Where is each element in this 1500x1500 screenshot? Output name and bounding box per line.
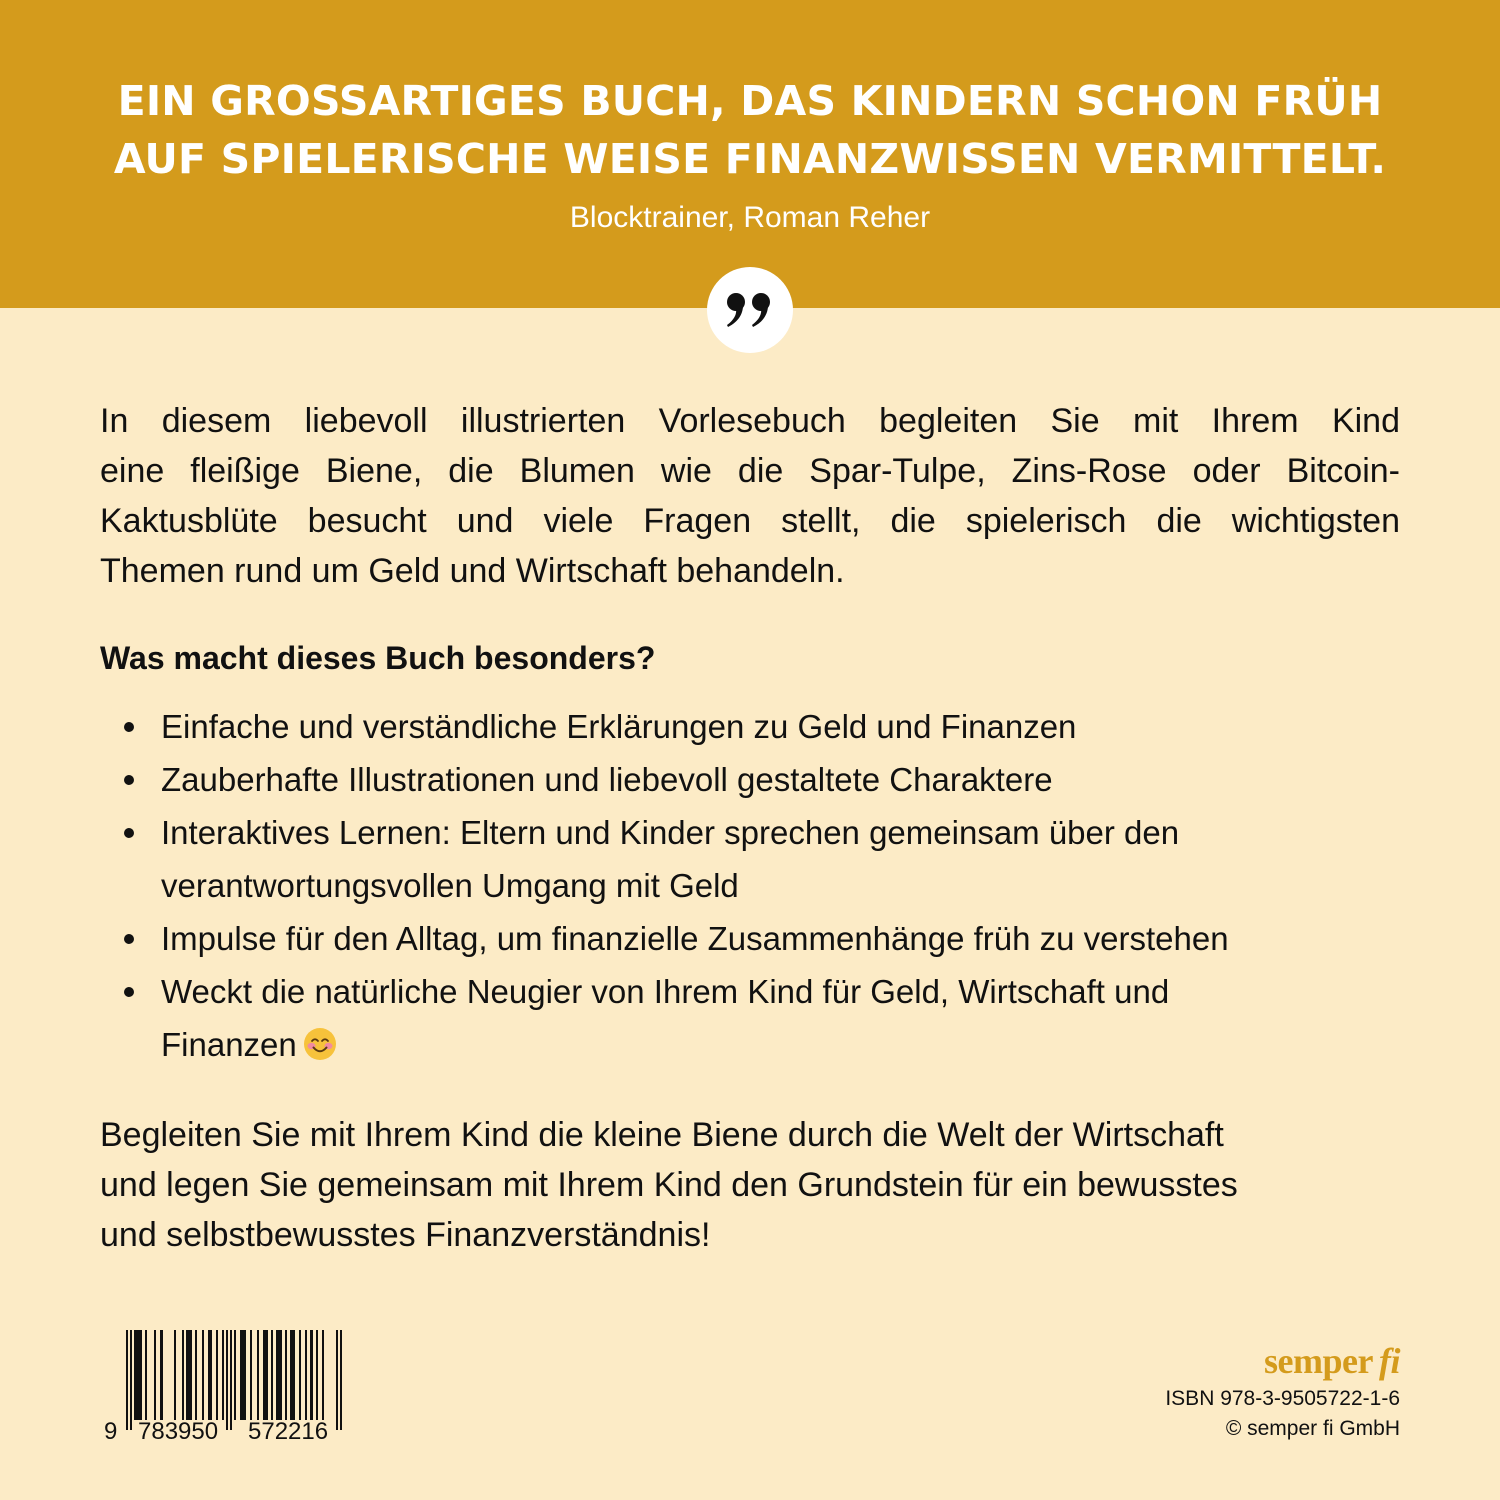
bullet-icon: [124, 775, 134, 785]
closing-quote-icon: [725, 290, 775, 330]
quote-badge: [707, 267, 793, 353]
barcode-right-digits: 572216: [248, 1418, 329, 1445]
closing-line: und legen Sie gemeinsam mit Ihrem Kind den Grundstein für ein bewusstes: [100, 1166, 1238, 1204]
isbn-text: ISBN 978-3-9505722-1-6: [1165, 1387, 1400, 1410]
bullet-icon: [124, 722, 134, 732]
smiling-face-with-blush-icon: [303, 1027, 337, 1061]
feature-item: Einfache und verständliche Erklärungen zu Geld und Finanzen: [100, 700, 1420, 753]
quote-author: Blocktrainer, Roman Reher: [569, 201, 931, 234]
features-heading: Was macht dieses Buch besonders?: [100, 640, 656, 676]
intro-line: eine fleißige Biene, die Blumen wie die Spar-Tulpe, Zins-Rose oder Bitcoin-: [100, 452, 1400, 490]
feature-item: Weckt die natürliche Neugier von Ihrem Kind für Geld, Wirtschaft und Finanzen: [100, 965, 1420, 1071]
publisher-logo: semper fi: [1264, 1341, 1400, 1381]
features-list: [100, 700, 1420, 1071]
barcode-lead-digit: 9: [104, 1418, 118, 1445]
publisher-block: [1165, 1338, 1400, 1444]
feature-item: Interaktives Lernen: Eltern und Kinder sprechen gemeinsam über den verantwortungsvollen Umgang mit Geld: [100, 806, 1420, 912]
bullet-icon: [124, 828, 134, 838]
quote-line-2: AUF SPIELERISCHE WEISE FINANZWISSEN VERMITTELT.: [113, 135, 1387, 183]
feature-item: Impulse für den Alltag, um finanzielle Zusammenhänge früh zu verstehen: [100, 912, 1420, 965]
bullet-icon: [124, 934, 134, 944]
closing-line: Begleiten Sie mit Ihrem Kind die kleine Biene durch die Welt der Wirtschaft: [100, 1116, 1224, 1154]
testimonial-quote: [0, 72, 1500, 188]
intro-line: Themen rund um Geld und Wirtschaft behandeln.: [100, 552, 845, 590]
closing-line: und selbstbewusstes Finanzverständnis!: [100, 1216, 711, 1254]
quote-line-1: EIN GROSSARTIGES BUCH, DAS KINDERN SCHON FRÜH: [117, 77, 1383, 125]
barcode-left-digits: 783950: [138, 1418, 219, 1445]
closing-paragraph: [100, 1110, 1400, 1260]
copyright-text: © semper fi GmbH: [1225, 1417, 1400, 1440]
intro-line: Kaktusblüte besucht und viele Fragen stellt, die spielerisch die wichtigsten: [100, 502, 1400, 540]
bullet-icon: [124, 987, 134, 997]
intro-line: In diesem liebevoll illustrierten Vorlesebuch begleiten Sie mit Ihrem Kind: [100, 402, 1400, 440]
intro-paragraph: [100, 396, 1400, 596]
feature-item: Zauberhafte Illustrationen und liebevoll gestaltete Charaktere: [100, 753, 1420, 806]
